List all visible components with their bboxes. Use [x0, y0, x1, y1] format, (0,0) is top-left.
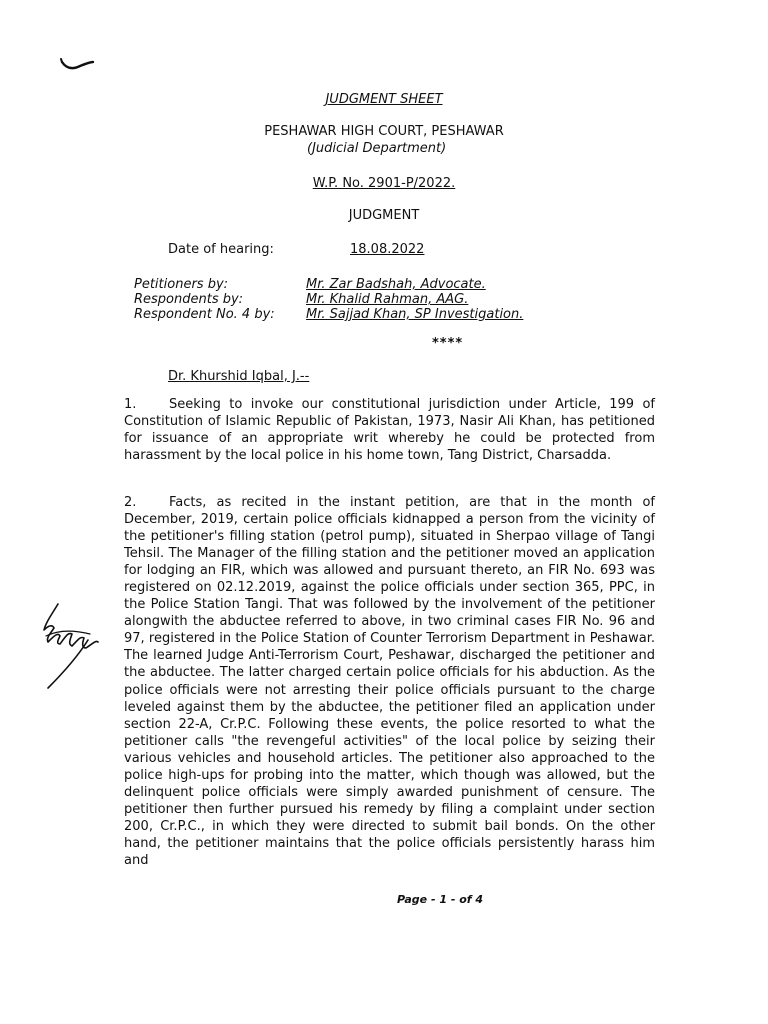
counsel-name-petitioners: Mr. Zar Badshah, Advocate.: [306, 277, 486, 292]
department: (Judicial Department): [307, 141, 447, 156]
paragraph-2-text: Facts, as recited in the instant petition, are that in the month of December, 2019, certain police officials kidnapped a person from the vicinity of the petitioner's filling station (petrol pump), situated in Sherpao village of Tangi Tehsil. The Manager of the filling station and the petitioner moved an application for lodging an FIR, which was allowed and pursuant thereto, an FIR No. 693 was registered on 02.12.2019, against the police officials under section 365, PPC, in the Police Station Tangi. That was followed by the involvement of the petitioner alongwith the abductee referred to above, in two criminal cases FIR No. 96 and 97, registered in the Police Station of Counter Terrorism Department in Peshawar. The learned Judge Anti-Terrorism Court, Peshawar, discharged the petitioner and the abductee. The latter charged certain police officials for his abduction. As the police officials were not arresting their police officials pursuant to the charge leveled against them by the abductee, the petitioner filed an application under section 22-A, Cr.P.C. Following these events, the police resorted to what the petitioner calls "the revengeful activities" of the local police by seizing their various vehicles and household articles. The petitioner also approached to the police high-ups for probing into the matter, which though was allowed, but the delinquent police officials were simply awarded punishment of censure. The petitioner then further pursued his remedy by filing a complaint under section 200, Cr.P.C., in which they were directed to submit bail bonds. On the other hand, the petitioner maintains that the police officials persistently harass him and: [124, 495, 655, 868]
document-type: JUDGMENT: [348, 208, 420, 223]
counsel-name-respondents: Mr. Khalid Rahman, AAG.: [306, 292, 469, 307]
page-footer: Page - 1 - of 4: [397, 893, 484, 906]
handwritten-tick-mark: [58, 52, 98, 76]
paragraph-1-text: Seeking to invoke our constitutional jurisdiction under Article, 199 of Constitution of Islamic Republic of Pakistan, 1973, Nasir Ali Khan, has petitioned for issuance of an appropriate writ whereby he could be protected from harassment by the local police in his home town, Tang District, Charsadda.: [124, 397, 655, 464]
paragraph-1: [124, 396, 655, 464]
counsel-label-respondents: Respondents by:: [134, 292, 244, 307]
court-name: PESHAWAR HIGH COURT, PESHAWAR: [264, 124, 504, 139]
counsel-name-respondent-4: Mr. Sajjad Khan, SP Investigation.: [306, 307, 524, 322]
judge-name: Dr. Khurshid Iqbal, J.--: [168, 369, 310, 384]
paragraph-2: [124, 494, 655, 869]
counsel-label-petitioners: Petitioners by:: [134, 277, 229, 292]
paragraph-2-number: 2.: [124, 495, 137, 510]
case-number: W.P. No. 2901-P/2022.: [312, 176, 456, 191]
counsel-label-respondent-4: Respondent No. 4 by:: [134, 307, 275, 322]
hearing-label: Date of hearing:: [168, 242, 274, 257]
hearing-date: 18.08.2022: [350, 242, 425, 257]
paragraph-1-number: 1.: [124, 397, 137, 412]
separator-stars: ****: [432, 336, 464, 351]
judgment-sheet-heading: JUDGMENT SHEET: [325, 92, 443, 107]
handwritten-signature: [38, 600, 106, 692]
